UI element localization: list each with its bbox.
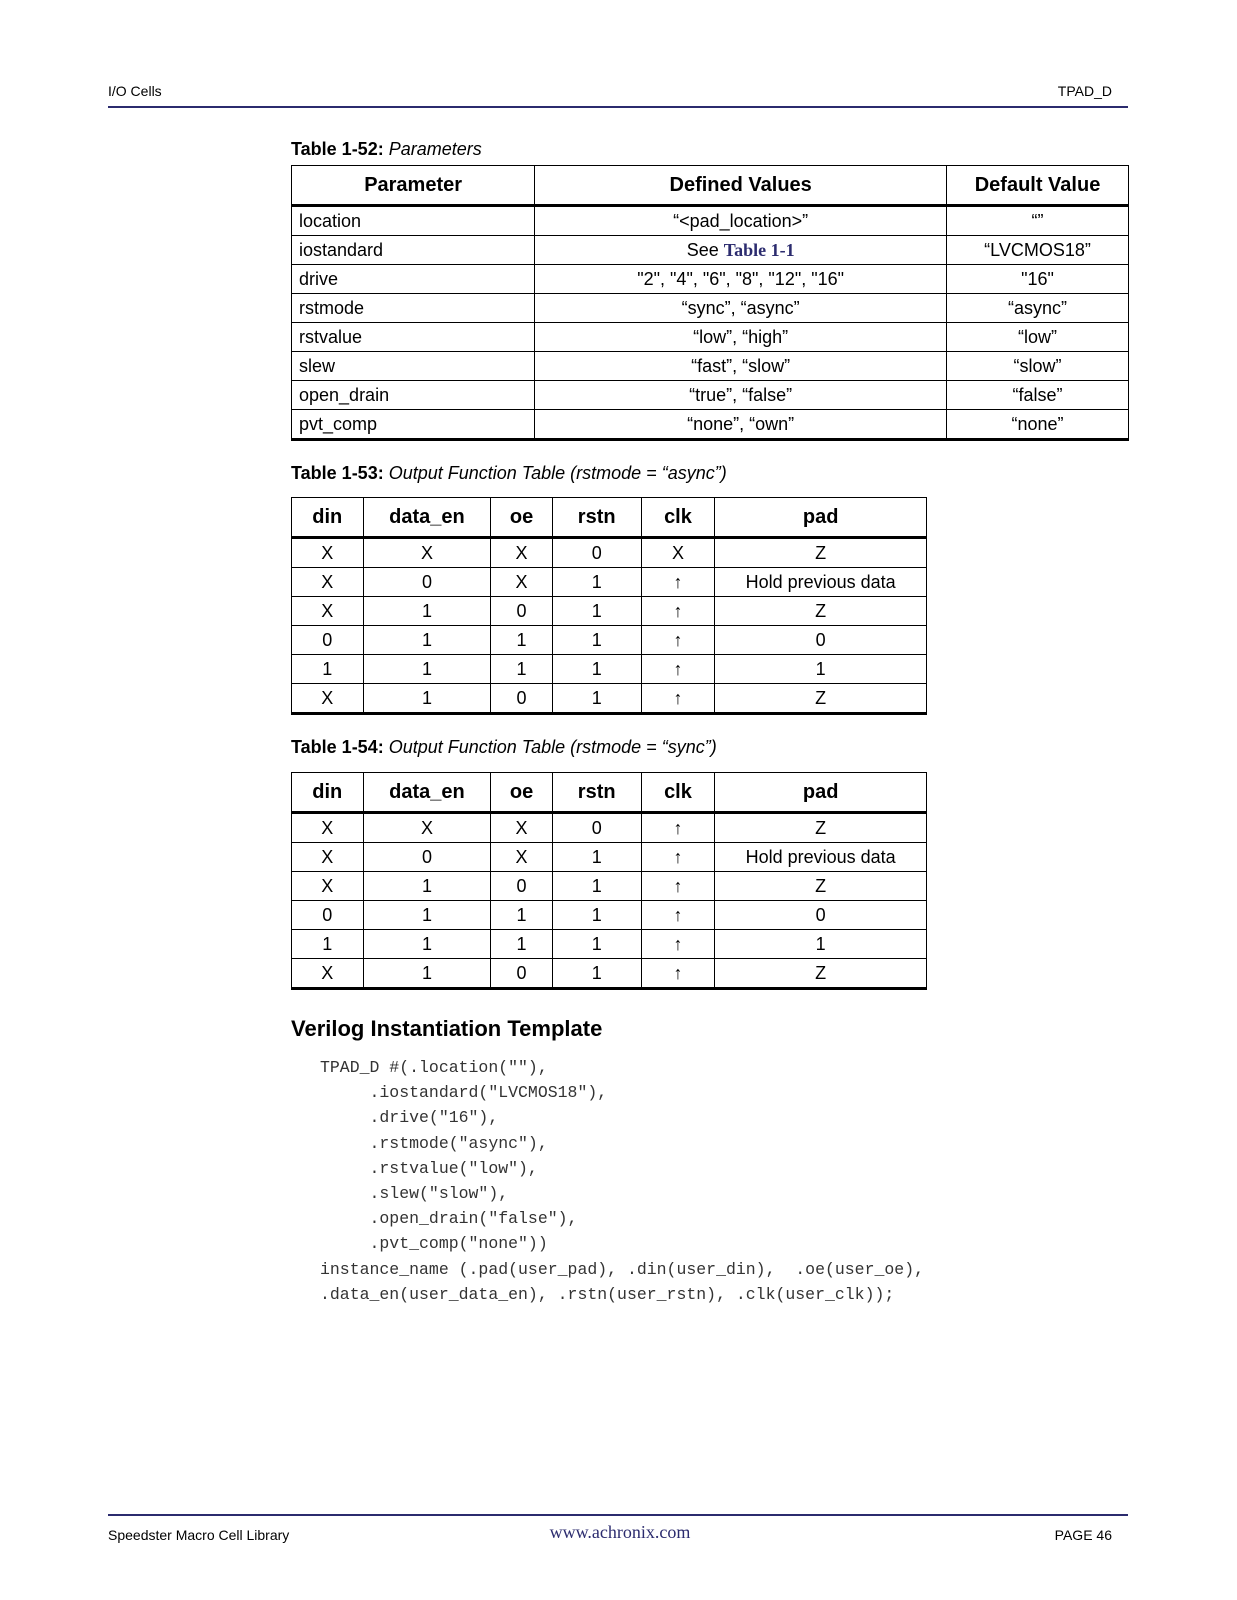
table-cell — [292, 684, 364, 714]
table-cell — [641, 597, 715, 626]
table-cell — [535, 265, 947, 294]
table-cell — [641, 813, 715, 843]
table-cell — [552, 959, 641, 989]
table-cell — [552, 843, 641, 872]
output-function-table-async — [291, 497, 927, 715]
cell-text: ↑ — [673, 904, 683, 925]
cell-text: 1 — [516, 658, 527, 679]
cell-text: Z — [815, 962, 827, 983]
table-cell — [641, 684, 715, 714]
table-cell — [363, 930, 491, 959]
cell-text: 0 — [516, 687, 527, 708]
cell-text: 1 — [421, 658, 432, 679]
cell-text: drive — [299, 268, 339, 289]
table-cell — [363, 538, 491, 568]
cell-text: 1 — [421, 687, 432, 708]
table-row — [292, 930, 927, 959]
cell-text: 0 — [322, 629, 333, 650]
cell-text: 0 — [815, 904, 826, 925]
cell-text: 1 — [591, 629, 602, 650]
table-cell — [363, 843, 491, 872]
cell-text: “none” — [1011, 413, 1064, 434]
cell-text: Hold previous data — [745, 571, 896, 592]
table-row — [292, 959, 927, 989]
table-row — [292, 568, 927, 597]
column-header: Parameter — [292, 166, 535, 206]
cell-text: 1 — [421, 629, 432, 650]
footer-rule — [108, 1514, 1128, 1516]
cell-text: ↑ — [673, 846, 683, 867]
running-header-section: I/O Cells — [108, 83, 162, 99]
cell-text: ↑ — [673, 571, 683, 592]
cell-text: 0 — [516, 962, 527, 983]
cell-text: 1 — [421, 962, 432, 983]
cell-text: 1 — [421, 875, 432, 896]
table-cell — [535, 323, 947, 352]
code-line: .open_drain("false"), — [320, 1209, 578, 1229]
table-cell — [292, 236, 535, 265]
table-cell — [641, 872, 715, 901]
column-header: data_en — [363, 773, 491, 813]
code-line: instance_name (.pad(user_pad), .din(user_din), .oe(user_oe), — [320, 1259, 924, 1279]
code-line: .iostandard("LVCMOS18"), — [320, 1083, 608, 1103]
cell-text: Hold previous data — [745, 846, 896, 867]
table-row — [292, 206, 1129, 236]
cell-text: X — [515, 542, 528, 563]
header-rule — [108, 106, 1128, 108]
cell-text: X — [321, 962, 334, 983]
table-cell — [947, 206, 1129, 236]
table-cell — [292, 265, 535, 294]
table-cell — [292, 930, 364, 959]
table-cell — [552, 930, 641, 959]
table-cell — [491, 655, 552, 684]
table-row — [292, 410, 1129, 440]
cell-text: 1 — [591, 571, 602, 592]
cell-text: Z — [815, 687, 827, 708]
cell-text: slew — [299, 355, 336, 376]
cell-text: 1 — [591, 846, 602, 867]
table-row — [292, 626, 927, 655]
table-cell — [292, 597, 364, 626]
table-cell — [292, 568, 364, 597]
table-cell — [491, 684, 552, 714]
table-cell — [535, 294, 947, 323]
table-cell — [491, 626, 552, 655]
table-cell — [947, 294, 1129, 323]
table-cell — [715, 843, 927, 872]
cell-text: X — [420, 542, 433, 563]
cell-text: 0 — [516, 600, 527, 621]
table-row — [292, 323, 1129, 352]
cell-text: 0 — [322, 904, 333, 925]
table-52-number: Table 1-52: — [291, 139, 384, 159]
cell-text: 1 — [591, 875, 602, 896]
table-cell — [491, 597, 552, 626]
cell-text: 0 — [421, 571, 432, 592]
table-cell — [947, 323, 1129, 352]
table-54-title: Output Function Table (rstmode = “sync”) — [388, 737, 717, 757]
table-cell — [491, 872, 552, 901]
table-row — [292, 597, 927, 626]
cell-text: 0 — [516, 875, 527, 896]
table-cell — [715, 813, 927, 843]
table-cell — [491, 843, 552, 872]
running-header-title: TPAD_D — [1057, 83, 1112, 99]
table-cell — [552, 901, 641, 930]
column-header: clk — [641, 498, 715, 538]
cell-text: 1 — [322, 933, 333, 954]
table-cell — [552, 684, 641, 714]
cell-text: 0 — [591, 542, 602, 563]
parameters-table — [291, 165, 1129, 441]
cell-text: 1 — [591, 658, 602, 679]
footer-page-number: PAGE 46 — [1054, 1527, 1112, 1543]
table-cell — [641, 901, 715, 930]
cell-text: ↑ — [673, 875, 683, 896]
table-reference-link[interactable]: Table 1-1 — [723, 239, 795, 260]
table-53-caption — [291, 463, 727, 484]
cell-text: “none”, “own” — [687, 413, 795, 434]
column-header: Default Value — [947, 166, 1129, 206]
cell-text: See — [686, 239, 724, 260]
table-row — [292, 813, 927, 843]
cell-text: 1 — [591, 962, 602, 983]
cell-text: 0 — [591, 817, 602, 838]
table-cell — [947, 381, 1129, 410]
cell-text: “LVCMOS18” — [984, 239, 1091, 260]
cell-text: X — [515, 846, 528, 867]
verilog-code-block — [320, 1055, 924, 1307]
table-cell — [947, 410, 1129, 440]
cell-text: X — [671, 542, 684, 563]
table-cell — [641, 959, 715, 989]
table-cell — [552, 813, 641, 843]
cell-text: 1 — [516, 933, 527, 954]
table-cell — [292, 872, 364, 901]
column-header: pad — [715, 498, 927, 538]
table-cell — [641, 655, 715, 684]
column-header: din — [292, 498, 364, 538]
code-line: .pvt_comp("none")) — [320, 1234, 548, 1254]
table-cell — [641, 568, 715, 597]
table-cell — [947, 265, 1129, 294]
cell-text: 0 — [421, 846, 432, 867]
cell-text: “sync”, “async” — [681, 297, 800, 318]
table-cell — [292, 206, 535, 236]
cell-text: "16" — [1021, 268, 1054, 289]
table-cell — [641, 930, 715, 959]
table-cell — [363, 568, 491, 597]
table-cell — [535, 410, 947, 440]
cell-text: 1 — [516, 904, 527, 925]
section-title: Verilog Instantiation Template — [291, 1016, 603, 1041]
cell-text: “async” — [1008, 297, 1068, 318]
table-cell — [535, 206, 947, 236]
table-cell — [715, 901, 927, 930]
cell-text: X — [515, 817, 528, 838]
code-line: .drive("16"), — [320, 1108, 499, 1128]
table-cell — [552, 597, 641, 626]
table-cell — [292, 843, 364, 872]
table-cell — [535, 236, 947, 265]
cell-text: X — [321, 600, 334, 621]
cell-text: 0 — [815, 629, 826, 650]
table-54-caption — [291, 737, 717, 758]
cell-text: X — [321, 875, 334, 896]
table-cell — [715, 568, 927, 597]
cell-text: 1 — [516, 629, 527, 650]
table-cell — [715, 930, 927, 959]
cell-text: “<pad_location>” — [673, 210, 809, 231]
table-cell — [491, 959, 552, 989]
code-line: .rstmode("async"), — [320, 1133, 548, 1153]
table-cell — [292, 813, 364, 843]
table-cell — [292, 352, 535, 381]
column-header: data_en — [363, 498, 491, 538]
cell-text: X — [515, 571, 528, 592]
table-row — [292, 538, 927, 568]
cell-text: X — [321, 817, 334, 838]
table-cell — [552, 568, 641, 597]
table-row — [292, 265, 1129, 294]
column-header: clk — [641, 773, 715, 813]
table-cell — [363, 597, 491, 626]
table-row — [292, 872, 927, 901]
cell-text: 1 — [591, 904, 602, 925]
table-row — [292, 901, 927, 930]
table-row — [292, 655, 927, 684]
table-cell — [363, 872, 491, 901]
cell-text: ↑ — [673, 933, 683, 954]
table-cell — [491, 813, 552, 843]
table-cell — [535, 352, 947, 381]
footer-website-link[interactable]: www.achronix.com — [549, 1522, 691, 1542]
table-cell — [292, 410, 535, 440]
cell-text: Z — [815, 600, 827, 621]
footer-document-title: Speedster Macro Cell Library — [108, 1527, 290, 1543]
table-cell — [292, 381, 535, 410]
cell-text: “low”, “high” — [693, 326, 789, 347]
cell-text: ↑ — [673, 658, 683, 679]
table-cell — [552, 872, 641, 901]
column-header: pad — [715, 773, 927, 813]
table-54-number: Table 1-54: — [291, 737, 384, 757]
cell-text: X — [321, 542, 334, 563]
column-header: rstn — [552, 773, 641, 813]
cell-text: X — [321, 687, 334, 708]
column-header: oe — [491, 773, 552, 813]
cell-text: X — [321, 846, 334, 867]
cell-text: “false” — [1012, 384, 1063, 405]
table-cell — [552, 655, 641, 684]
column-header: Defined Values — [535, 166, 947, 206]
table-cell — [947, 352, 1129, 381]
table-row — [292, 352, 1129, 381]
cell-text: “” — [1031, 210, 1044, 231]
cell-text: 1 — [421, 600, 432, 621]
cell-text: 1 — [322, 658, 333, 679]
table-cell — [363, 684, 491, 714]
table-cell — [641, 626, 715, 655]
table-row — [292, 236, 1129, 265]
table-cell — [491, 901, 552, 930]
table-cell — [292, 959, 364, 989]
table-53-number: Table 1-53: — [291, 463, 384, 483]
cell-text: rstmode — [299, 297, 365, 318]
cell-text: “true”, “false” — [689, 384, 793, 405]
table-cell — [715, 597, 927, 626]
cell-text: “slow” — [1013, 355, 1062, 376]
table-cell — [715, 655, 927, 684]
cell-text: ↑ — [673, 962, 683, 983]
cell-text: 1 — [421, 904, 432, 925]
cell-text: 1 — [421, 933, 432, 954]
cell-text: 1 — [591, 687, 602, 708]
table-cell — [292, 538, 364, 568]
cell-text: iostandard — [299, 239, 384, 260]
table-row — [292, 843, 927, 872]
table-cell — [491, 538, 552, 568]
table-cell — [491, 930, 552, 959]
table-cell — [715, 626, 927, 655]
code-line: .rstvalue("low"), — [320, 1158, 538, 1178]
table-cell — [292, 626, 364, 655]
table-cell — [641, 843, 715, 872]
table-53-title: Output Function Table (rstmode = “async”) — [388, 463, 727, 483]
table-cell — [715, 872, 927, 901]
table-cell — [292, 655, 364, 684]
table-cell — [641, 538, 715, 568]
cell-text: “fast”, “slow” — [691, 355, 791, 376]
cell-text: 1 — [815, 658, 826, 679]
cell-text: ↑ — [673, 817, 683, 838]
table-cell — [363, 655, 491, 684]
column-header: din — [292, 773, 364, 813]
table-cell — [947, 236, 1129, 265]
cell-text: ↑ — [673, 600, 683, 621]
table-row — [292, 294, 1129, 323]
cell-text: 1 — [591, 600, 602, 621]
cell-text: 1 — [591, 933, 602, 954]
cell-text: Z — [815, 875, 827, 896]
table-52-caption — [291, 139, 482, 160]
cell-text: ↑ — [673, 629, 683, 650]
cell-text: location — [299, 210, 362, 231]
table-cell — [715, 959, 927, 989]
table-52-title: Parameters — [388, 139, 482, 159]
cell-text: Z — [815, 817, 827, 838]
cell-text: “low” — [1018, 326, 1058, 347]
cell-text: rstvalue — [299, 326, 363, 347]
table-cell — [363, 901, 491, 930]
table-cell — [552, 626, 641, 655]
table-cell — [363, 959, 491, 989]
table-row — [292, 684, 927, 714]
cell-text: pvt_comp — [299, 413, 378, 434]
code-line: .slew("slow"), — [320, 1184, 509, 1204]
code-line: .data_en(user_data_en), .rstn(user_rstn), .clk(user_clk)); — [320, 1284, 895, 1304]
code-line: TPAD_D #(.location(""), — [320, 1058, 548, 1077]
output-function-table-sync — [291, 772, 927, 990]
column-header: oe — [491, 498, 552, 538]
cell-text: open_drain — [299, 384, 390, 405]
cell-text: 1 — [815, 933, 826, 954]
column-header: rstn — [552, 498, 641, 538]
table-cell — [491, 568, 552, 597]
table-cell — [535, 381, 947, 410]
cell-text: Z — [815, 542, 827, 563]
table-row — [292, 381, 1129, 410]
table-cell — [292, 294, 535, 323]
cell-text: "2", "4", "6", "8", "12", "16" — [637, 268, 845, 289]
table-cell — [363, 813, 491, 843]
table-cell — [292, 323, 535, 352]
table-cell — [715, 538, 927, 568]
cell-text: X — [321, 571, 334, 592]
table-cell — [363, 626, 491, 655]
cell-text: X — [420, 817, 433, 838]
table-cell — [292, 901, 364, 930]
table-cell — [552, 538, 641, 568]
table-cell — [715, 684, 927, 714]
cell-text: ↑ — [673, 687, 683, 708]
